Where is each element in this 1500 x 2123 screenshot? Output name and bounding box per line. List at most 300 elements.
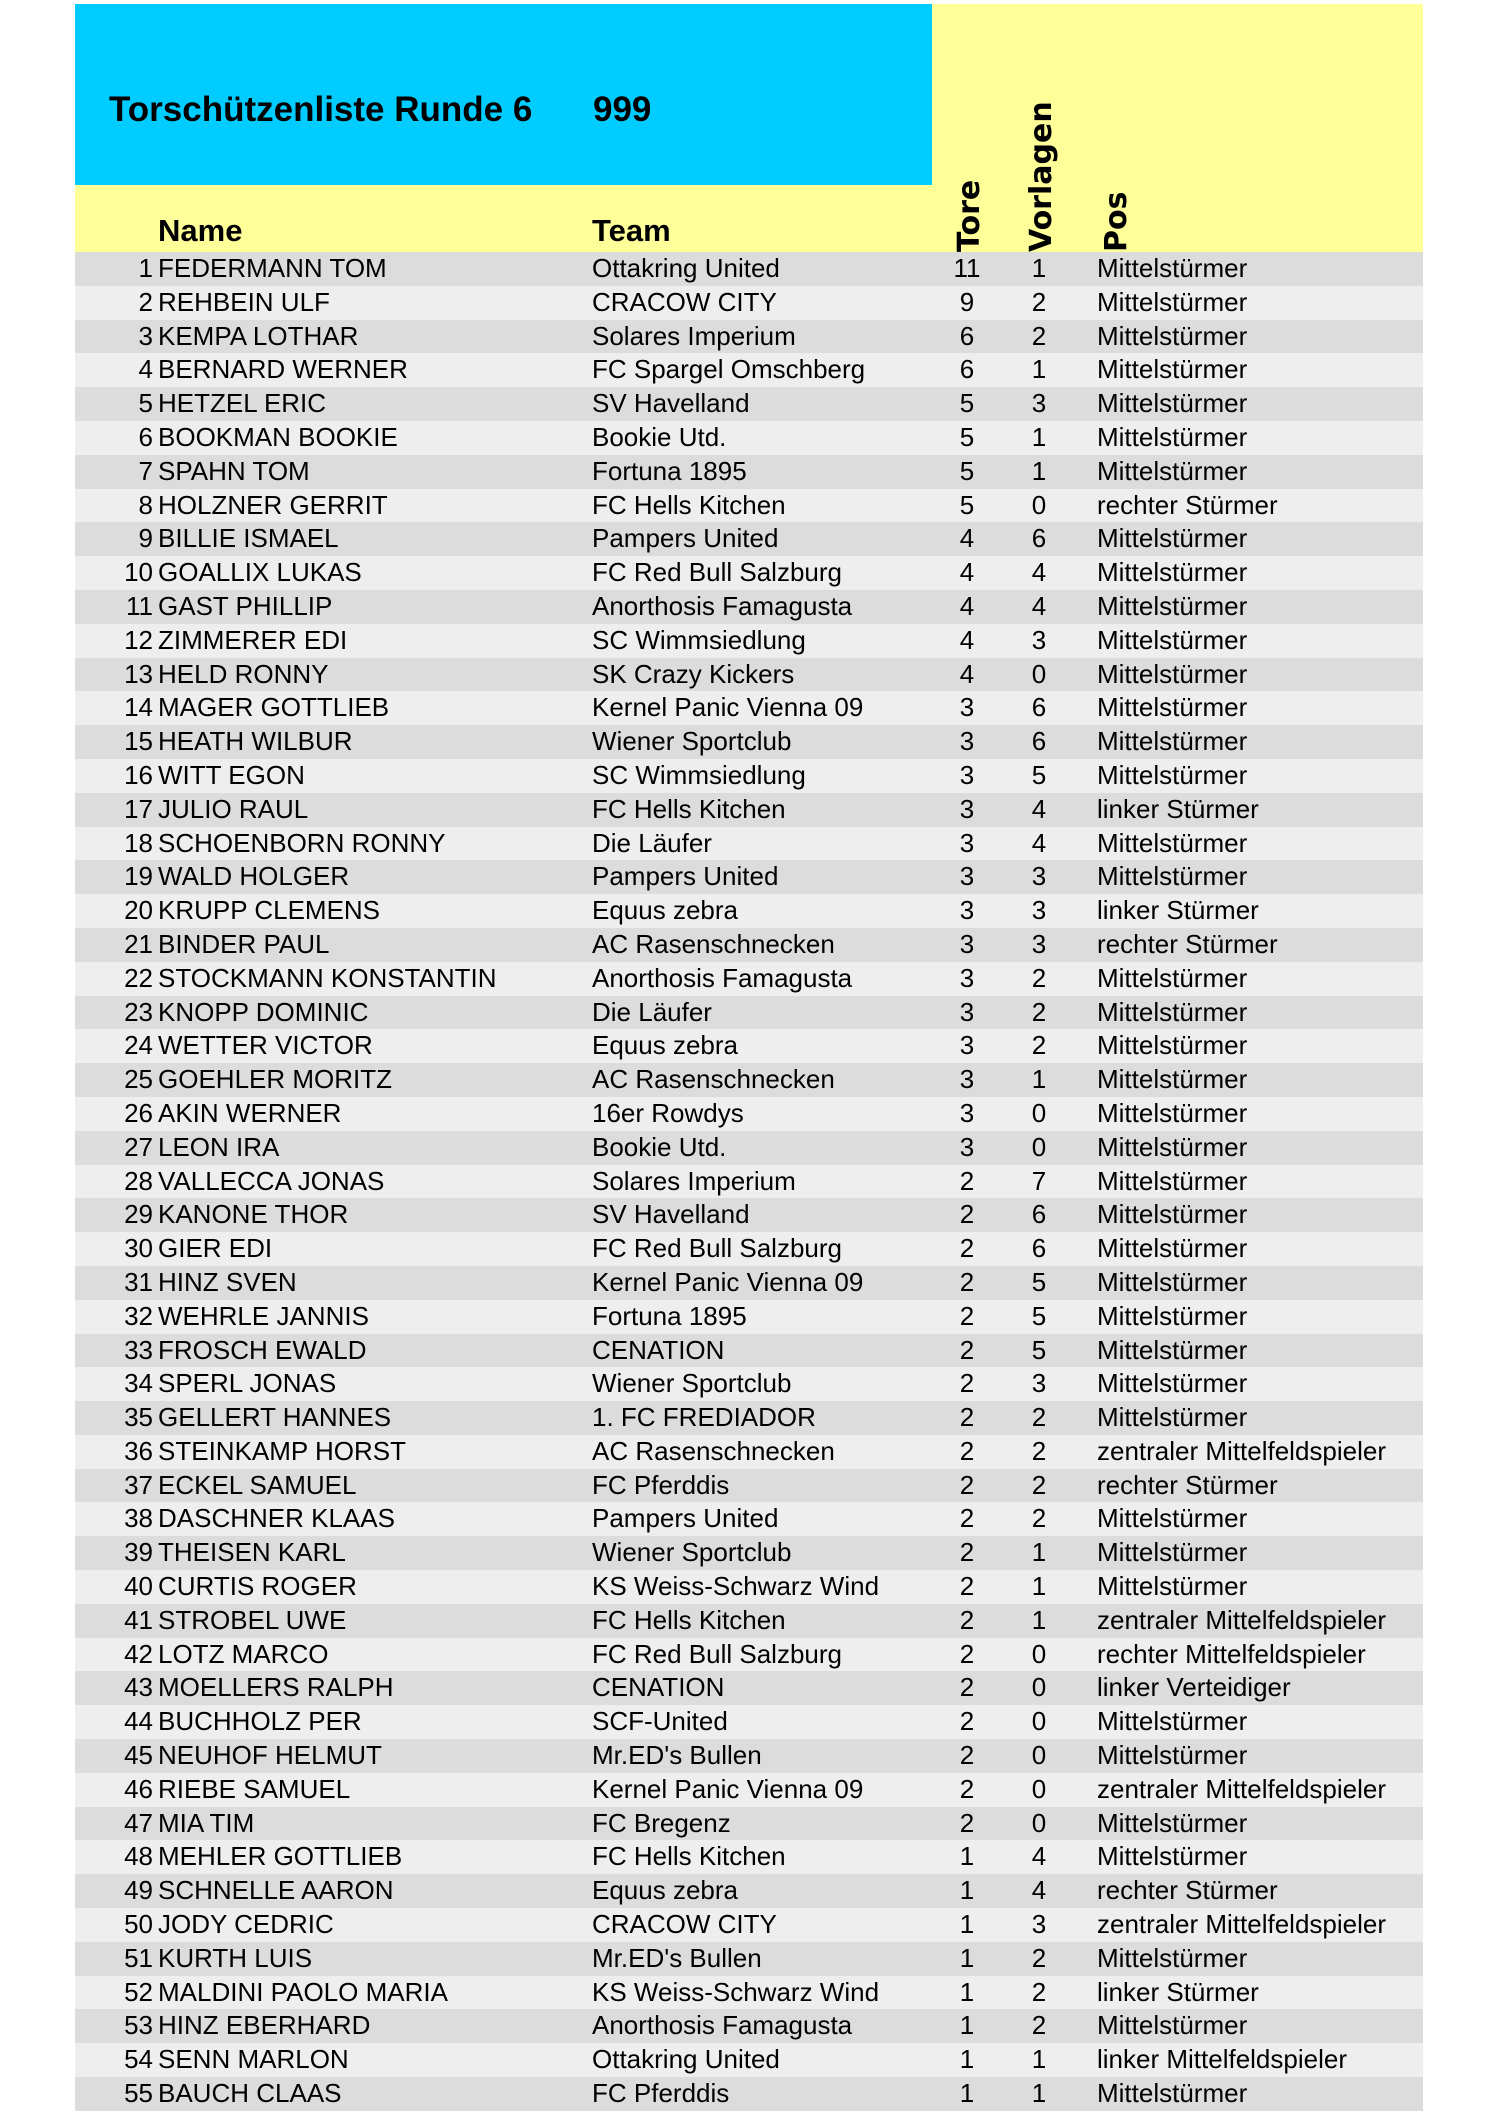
player-name: GOALLIX LUKAS: [158, 557, 362, 588]
table-row: [75, 556, 1423, 590]
page-title: Torschützenliste Runde 6: [109, 90, 533, 129]
player-name: MAGER GOTTLIEB: [158, 692, 390, 723]
player-name: BINDER PAUL: [158, 928, 330, 959]
goals: 2: [959, 1571, 975, 1602]
table-row: [75, 1942, 1423, 1976]
player-name: THEISEN KARL: [158, 1537, 346, 1568]
goals: 1: [959, 2078, 975, 2109]
player-name: JULIO RAUL: [158, 793, 309, 824]
team-name: Ottakring United: [592, 253, 780, 283]
position: Mittelstürmer: [1097, 1368, 1248, 1399]
position: Mittelstürmer: [1097, 1740, 1248, 1771]
goals: 4: [959, 658, 975, 689]
goals: 2: [959, 1638, 975, 1669]
assists: 2: [1031, 2010, 1047, 2041]
team-name: Equus zebra: [592, 895, 738, 926]
position: Mittelstürmer: [1097, 590, 1248, 621]
table-row: [75, 455, 1423, 489]
team-name: CENATION: [592, 1672, 725, 1703]
rank: 47: [124, 1807, 153, 1838]
table-row: [75, 1807, 1423, 1841]
rank: 38: [124, 1503, 153, 1534]
team-name: Solares Imperium: [592, 320, 796, 351]
position: Mittelstürmer: [1097, 861, 1248, 892]
table-row: [75, 1570, 1423, 1604]
position: Mittelstürmer: [1097, 1131, 1248, 1162]
table-row: [75, 1300, 1423, 1334]
goals: 2: [959, 1233, 975, 1264]
goals: 3: [959, 1064, 975, 1095]
table-row: [75, 996, 1423, 1030]
column-header-team: Team: [592, 213, 671, 248]
rank: 12: [124, 624, 153, 655]
table-row: [75, 827, 1423, 861]
player-name: HEATH WILBUR: [158, 726, 353, 757]
assists: 6: [1031, 726, 1047, 757]
rank: 40: [124, 1571, 153, 1602]
goals: 4: [959, 624, 975, 655]
team-name: Kernel Panic Vienna 09: [592, 692, 864, 723]
assists: 2: [1031, 1469, 1047, 1500]
rank: 11: [126, 590, 153, 621]
player-name: HETZEL ERIC: [158, 388, 327, 419]
goals: 2: [959, 1435, 975, 1466]
rank: 49: [124, 1875, 153, 1906]
assists: 4: [1031, 590, 1047, 621]
team-name: Fortuna 1895: [592, 455, 747, 486]
rank: 19: [124, 861, 153, 892]
rank: 16: [124, 759, 153, 790]
team-name: FC Red Bull Salzburg: [592, 557, 842, 588]
goals: 2: [959, 1165, 975, 1196]
rank: 30: [124, 1233, 153, 1264]
team-name: SK Crazy Kickers: [592, 658, 795, 689]
position: Mittelstürmer: [1097, 388, 1248, 419]
table-row: [75, 860, 1423, 894]
team-name: Anorthosis Famagusta: [592, 2010, 853, 2041]
goals: 5: [959, 489, 975, 520]
goals: 2: [959, 1807, 975, 1838]
rank: 46: [124, 1773, 153, 1804]
team-name: AC Rasenschnecken: [592, 1064, 835, 1095]
player-name: WEHRLE JANNIS: [158, 1300, 369, 1331]
goals: 1: [959, 2010, 975, 2041]
player-name: SCHOENBORN RONNY: [158, 827, 446, 858]
goals: 6: [959, 354, 975, 385]
player-name: STEINKAMP HORST: [158, 1435, 407, 1466]
column-header-name: Name: [158, 213, 243, 248]
position: rechter Stürmer: [1097, 1875, 1278, 1906]
goals: 2: [959, 1706, 975, 1737]
team-name: Pampers United: [592, 861, 779, 892]
goals: 1: [959, 1875, 975, 1906]
assists: 2: [1031, 286, 1047, 317]
position: Mittelstürmer: [1097, 2078, 1248, 2109]
assists: 0: [1031, 1097, 1047, 1128]
player-name: WALD HOLGER: [158, 861, 350, 892]
goals: 2: [959, 1300, 975, 1331]
goals: 3: [959, 1131, 975, 1162]
rank: 54: [124, 2044, 153, 2075]
position: Mittelstürmer: [1097, 1233, 1248, 1264]
table-row: [75, 320, 1423, 354]
player-name: MOELLERS RALPH: [158, 1672, 394, 1703]
rank: 23: [124, 996, 153, 1027]
position: Mittelstürmer: [1097, 1064, 1248, 1095]
goals: 4: [959, 523, 975, 554]
team-name: 1. FC FREDIADOR: [592, 1402, 816, 1433]
assists: 6: [1031, 1199, 1047, 1230]
table-row: [75, 387, 1423, 421]
rank: 35: [124, 1402, 153, 1433]
table-row: [75, 1536, 1423, 1570]
goals: 11: [953, 253, 981, 283]
assists: 0: [1031, 489, 1047, 520]
assists: 5: [1031, 1266, 1047, 1297]
rank: 1: [138, 253, 153, 283]
assists: 0: [1031, 1706, 1047, 1737]
position: Mittelstürmer: [1097, 658, 1248, 689]
team-name: FC Pferddis: [592, 2078, 730, 2109]
assists: 1: [1031, 1604, 1047, 1635]
rank: 50: [124, 1909, 153, 1940]
assists: 1: [1031, 455, 1047, 486]
header-yellow-block: [932, 4, 1423, 185]
goals: 5: [959, 455, 975, 486]
team-name: SCF-United: [592, 1706, 728, 1737]
player-name: BUCHHOLZ PER: [158, 1706, 362, 1737]
player-name: BAUCH CLAAS: [158, 2078, 342, 2109]
position: Mittelstürmer: [1097, 1097, 1248, 1128]
rank: 25: [124, 1064, 153, 1095]
assists: 6: [1031, 1233, 1047, 1264]
player-name: REHBEIN ULF: [158, 286, 330, 317]
goals: 3: [959, 726, 975, 757]
team-name: FC Hells Kitchen: [592, 793, 786, 824]
rank: 53: [124, 2010, 153, 2041]
rank: 9: [138, 523, 153, 554]
position: rechter Stürmer: [1097, 1469, 1278, 1500]
team-name: FC Pferddis: [592, 1469, 730, 1500]
player-name: KANONE THOR: [158, 1199, 349, 1230]
position: linker Stürmer: [1097, 1976, 1259, 2007]
position: linker Stürmer: [1097, 895, 1259, 926]
rank: 31: [124, 1266, 153, 1297]
team-name: FC Hells Kitchen: [592, 1604, 786, 1635]
player-name: BOOKMAN BOOKIE: [158, 421, 398, 452]
player-name: HOLZNER GERRIT: [158, 489, 388, 520]
position: linker Mittelfeldspieler: [1097, 2044, 1347, 2075]
player-name: SCHNELLE AARON: [158, 1875, 394, 1906]
title-number: 999: [593, 90, 652, 129]
position: Mittelstürmer: [1097, 962, 1248, 993]
table-row: [75, 759, 1423, 793]
rank: 36: [124, 1435, 153, 1466]
team-name: Equus zebra: [592, 1875, 738, 1906]
assists: 1: [1031, 1537, 1047, 1568]
position: Mittelstürmer: [1097, 2010, 1248, 2041]
assists: 1: [1031, 2078, 1047, 2109]
rank: 45: [124, 1740, 153, 1771]
table-row: [75, 1604, 1423, 1638]
player-name: GELLERT HANNES: [158, 1402, 392, 1433]
assists: 0: [1031, 1131, 1047, 1162]
assists: 6: [1031, 692, 1047, 723]
player-name: STOCKMANN KONSTANTIN: [158, 962, 497, 993]
rank: 24: [124, 1030, 153, 1061]
team-name: Wiener Sportclub: [592, 1537, 792, 1568]
team-name: Kernel Panic Vienna 09: [592, 1266, 864, 1297]
assists: 4: [1031, 827, 1047, 858]
goals: 2: [959, 1503, 975, 1534]
table-row: [75, 590, 1423, 624]
goals: 3: [959, 962, 975, 993]
assists: 0: [1031, 1672, 1047, 1703]
assists: 4: [1031, 793, 1047, 824]
column-header-vorlagen: Vorlagen: [1024, 101, 1059, 252]
player-name: GOEHLER MORITZ: [158, 1064, 393, 1095]
player-name: FEDERMANN TOM: [158, 253, 387, 283]
assists: 3: [1031, 388, 1047, 419]
position: zentraler Mittelfeldspieler: [1097, 1435, 1387, 1466]
position: Mittelstürmer: [1097, 1571, 1248, 1602]
team-name: 16er Rowdys: [592, 1097, 744, 1128]
team-name: Kernel Panic Vienna 09: [592, 1773, 864, 1804]
rank: 37: [124, 1469, 153, 1500]
position: Mittelstürmer: [1097, 354, 1248, 385]
position: zentraler Mittelfeldspieler: [1097, 1604, 1387, 1635]
goals: 2: [959, 1773, 975, 1804]
rank: 20: [124, 895, 153, 926]
rank: 14: [124, 692, 153, 723]
rank: 22: [124, 962, 153, 993]
position: Mittelstürmer: [1097, 455, 1248, 486]
player-name: KNOPP DOMINIC: [158, 996, 369, 1027]
scorer-table: [75, 252, 1423, 2111]
team-name: Wiener Sportclub: [592, 726, 792, 757]
position: Mittelstürmer: [1097, 557, 1248, 588]
rank: 48: [124, 1841, 153, 1872]
assists: 2: [1031, 1976, 1047, 2007]
player-name: MEHLER GOTTLIEB: [158, 1841, 403, 1872]
team-name: Bookie Utd.: [592, 1131, 727, 1162]
rank: 8: [138, 489, 153, 520]
goals: 3: [959, 996, 975, 1027]
goals: 3: [959, 1097, 975, 1128]
goals: 3: [959, 759, 975, 790]
table-row: [75, 1401, 1423, 1435]
table-row: [75, 1840, 1423, 1874]
goals: 6: [959, 320, 975, 351]
team-name: CRACOW CITY: [592, 1909, 777, 1940]
goals: 1: [959, 1841, 975, 1872]
team-name: Pampers United: [592, 1503, 779, 1534]
goals: 5: [959, 388, 975, 419]
assists: 2: [1031, 320, 1047, 351]
assists: 1: [1031, 1571, 1047, 1602]
goals: 1: [959, 1909, 975, 1940]
assists: 7: [1031, 1165, 1047, 1196]
player-name: HINZ EBERHARD: [158, 2010, 371, 2041]
table-row: [75, 928, 1423, 962]
goals: 4: [959, 557, 975, 588]
goals: 3: [959, 793, 975, 824]
position: Mittelstürmer: [1097, 759, 1248, 790]
position: Mittelstürmer: [1097, 1706, 1248, 1737]
assists: 1: [1031, 253, 1047, 283]
rank: 15: [124, 726, 153, 757]
table-row: [75, 2043, 1423, 2077]
goals: 2: [959, 1469, 975, 1500]
table-row: [75, 1334, 1423, 1368]
table-row: [75, 1029, 1423, 1063]
table-row: [75, 1435, 1423, 1469]
team-name: Die Läufer: [592, 827, 712, 858]
rank: 43: [124, 1672, 153, 1703]
table-row: [75, 1367, 1423, 1401]
rank: 41: [124, 1604, 153, 1635]
player-name: LEON IRA: [158, 1131, 280, 1162]
goals: 1: [959, 1976, 975, 2007]
position: Mittelstürmer: [1097, 320, 1248, 351]
table-row: [75, 1097, 1423, 1131]
goals: 3: [959, 1030, 975, 1061]
table-row: [75, 894, 1423, 928]
table-row: [75, 691, 1423, 725]
goals: 3: [959, 827, 975, 858]
goals: 3: [959, 861, 975, 892]
position: Mittelstürmer: [1097, 827, 1248, 858]
table-row: [75, 1502, 1423, 1536]
assists: 2: [1031, 996, 1047, 1027]
player-name: NEUHOF HELMUT: [158, 1740, 382, 1771]
player-name: AKIN WERNER: [158, 1097, 342, 1128]
table-row: [75, 1976, 1423, 2010]
player-name: SENN MARLON: [158, 2044, 349, 2075]
goals: 2: [959, 1199, 975, 1230]
goals: 2: [959, 1266, 975, 1297]
assists: 5: [1031, 759, 1047, 790]
team-name: Anorthosis Famagusta: [592, 962, 853, 993]
position: Mittelstürmer: [1097, 1300, 1248, 1331]
goals: 2: [959, 1368, 975, 1399]
table-row: [75, 1638, 1423, 1672]
goals: 3: [959, 895, 975, 926]
position: zentraler Mittelfeldspieler: [1097, 1773, 1387, 1804]
player-name: HELD RONNY: [158, 658, 329, 689]
table-row: [75, 1063, 1423, 1097]
player-name: ECKEL SAMUEL: [158, 1469, 357, 1500]
rank: 34: [124, 1368, 153, 1399]
goals: 4: [959, 590, 975, 621]
column-header-tore: Tore: [952, 179, 987, 252]
player-name: WETTER VICTOR: [158, 1030, 373, 1061]
rank: 52: [124, 1976, 153, 2007]
assists: 2: [1031, 1503, 1047, 1534]
rank: 42: [124, 1638, 153, 1669]
position: Mittelstürmer: [1097, 1841, 1248, 1872]
assists: 2: [1031, 1942, 1047, 1973]
player-name: SPERL JONAS: [158, 1368, 337, 1399]
position: Mittelstürmer: [1097, 286, 1248, 317]
assists: 5: [1031, 1300, 1047, 1331]
table-row: [75, 793, 1423, 827]
team-name: FC Hells Kitchen: [592, 489, 786, 520]
table-row: [75, 2009, 1423, 2043]
position: Mittelstürmer: [1097, 1537, 1248, 1568]
position: Mittelstürmer: [1097, 1402, 1248, 1433]
team-name: FC Red Bull Salzburg: [592, 1638, 842, 1669]
player-name: DASCHNER KLAAS: [158, 1503, 395, 1534]
assists: 1: [1031, 2044, 1047, 2075]
player-name: BERNARD WERNER: [158, 354, 408, 385]
assists: 3: [1031, 624, 1047, 655]
team-name: SV Havelland: [592, 1199, 750, 1230]
player-name: KURTH LUIS: [158, 1942, 313, 1973]
player-name: FROSCH EWALD: [158, 1334, 367, 1365]
team-name: Ottakring United: [592, 2044, 780, 2075]
assists: 2: [1031, 1402, 1047, 1433]
position: Mittelstürmer: [1097, 726, 1248, 757]
table-row: [75, 1198, 1423, 1232]
player-name: SPAHN TOM: [158, 455, 310, 486]
table-row: [75, 624, 1423, 658]
table-row: [75, 1908, 1423, 1942]
goals: 2: [959, 1672, 975, 1703]
player-name: GIER EDI: [158, 1233, 273, 1264]
goals: 5: [959, 421, 975, 452]
table-row: [75, 286, 1423, 320]
rank: 33: [124, 1334, 153, 1365]
player-name: WITT EGON: [158, 759, 305, 790]
rank: 6: [138, 421, 153, 452]
position: Mittelstürmer: [1097, 1807, 1248, 1838]
table-row: [75, 1773, 1423, 1807]
player-name: KEMPA LOTHAR: [158, 320, 359, 351]
team-name: FC Red Bull Salzburg: [592, 1233, 842, 1264]
rank: 18: [124, 827, 153, 858]
player-name: MIA TIM: [158, 1807, 255, 1838]
position: Mittelstürmer: [1097, 1503, 1248, 1534]
rank: 44: [124, 1706, 153, 1737]
column-header-row: [75, 185, 1423, 252]
goals: 2: [959, 1402, 975, 1433]
team-name: Wiener Sportclub: [592, 1368, 792, 1399]
assists: 3: [1031, 895, 1047, 926]
rank: 17: [124, 793, 153, 824]
position: Mittelstürmer: [1097, 1942, 1248, 1973]
position: Mittelstürmer: [1097, 692, 1248, 723]
assists: 2: [1031, 1030, 1047, 1061]
assists: 1: [1031, 1064, 1047, 1095]
team-name: AC Rasenschnecken: [592, 1435, 835, 1466]
table-row: [75, 353, 1423, 387]
position: rechter Stürmer: [1097, 928, 1278, 959]
table-row: [75, 962, 1423, 996]
assists: 6: [1031, 523, 1047, 554]
table-row: [75, 1671, 1423, 1705]
assists: 3: [1031, 861, 1047, 892]
player-name: MALDINI PAOLO MARIA: [158, 1976, 448, 2007]
assists: 4: [1031, 557, 1047, 588]
table-row: [75, 522, 1423, 556]
player-name: GAST PHILLIP: [158, 590, 333, 621]
team-name: AC Rasenschnecken: [592, 928, 835, 959]
player-name: HINZ SVEN: [158, 1266, 297, 1297]
assists: 1: [1031, 421, 1047, 452]
table-row: [75, 2077, 1423, 2111]
team-name: SV Havelland: [592, 388, 750, 419]
